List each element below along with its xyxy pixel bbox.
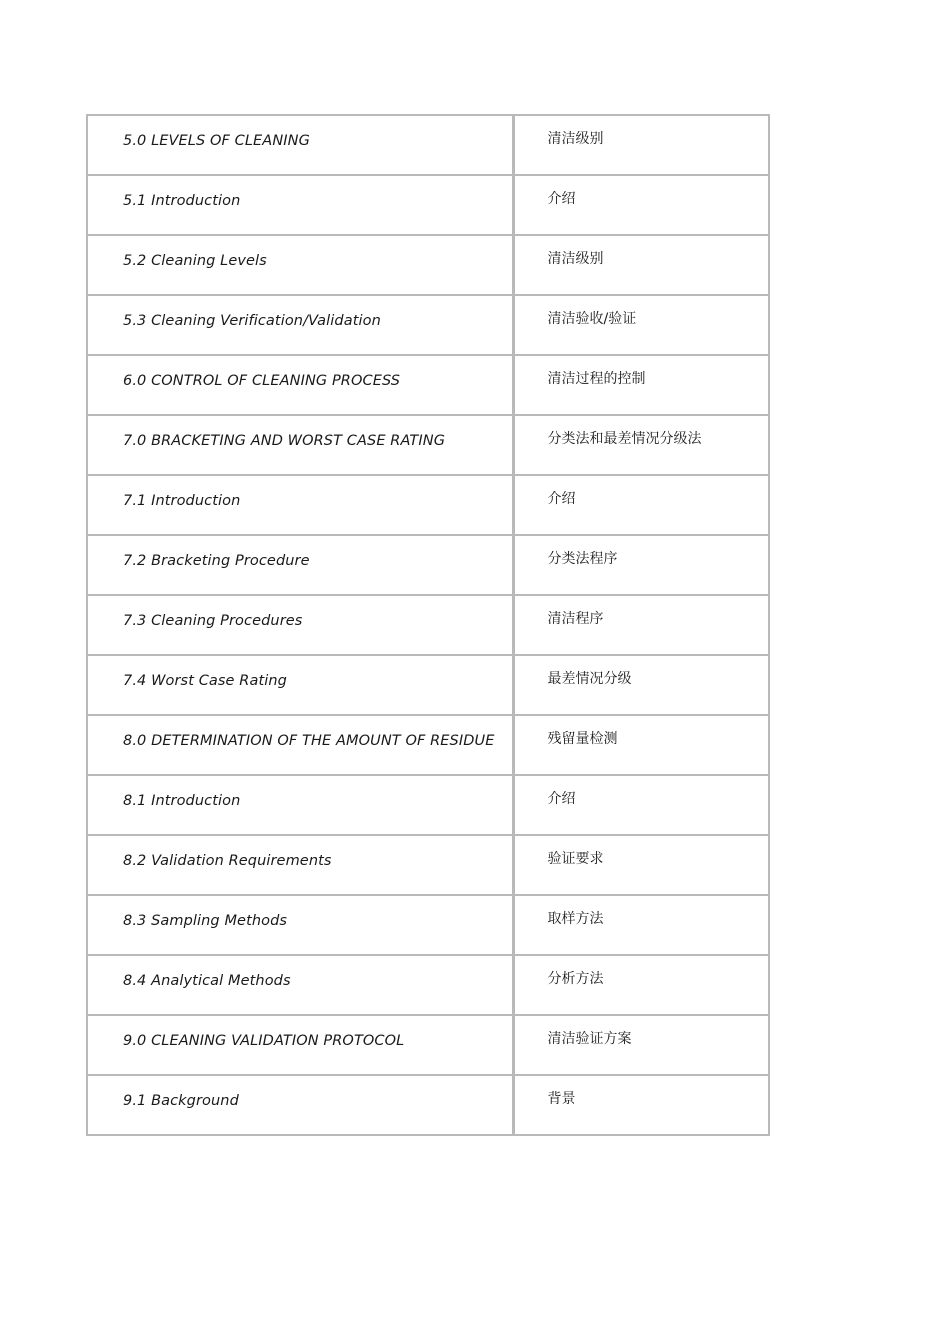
table-row <box>87 355 769 415</box>
toc-cell-english <box>87 1075 513 1135</box>
toc-entry-english: 7.1 Introduction <box>123 493 241 509</box>
toc-entry-chinese: 背景 <box>547 1091 576 1107</box>
toc-entry-english: 8.3 Sampling Methods <box>123 913 288 929</box>
toc-cell-english <box>87 655 513 715</box>
toc-cell-chinese <box>513 775 769 835</box>
toc-cell-chinese <box>513 475 769 535</box>
table-row <box>87 1075 769 1135</box>
toc-entry-chinese: 最差情况分级 <box>547 671 632 687</box>
toc-entry-chinese: 清洁级别 <box>547 131 604 147</box>
toc-cell-english <box>87 475 513 535</box>
toc-entry-english: 5.1 Introduction <box>123 193 241 209</box>
toc-entry-english: 8.0 DETERMINATION OF THE AMOUNT OF RESIDUE <box>123 733 495 749</box>
toc-entry-english: 9.1 Background <box>123 1093 239 1109</box>
toc-cell-chinese <box>513 1015 769 1075</box>
toc-cell-chinese <box>513 835 769 895</box>
toc-cell-chinese <box>513 595 769 655</box>
toc-cell-english <box>87 115 513 175</box>
toc-entry-english: 5.2 Cleaning Levels <box>123 253 267 269</box>
table-row <box>87 475 769 535</box>
toc-cell-english <box>87 295 513 355</box>
toc-cell-english <box>87 175 513 235</box>
toc-entry-chinese: 介绍 <box>547 491 576 507</box>
toc-entry-english: 8.1 Introduction <box>123 793 241 809</box>
table-row <box>87 175 769 235</box>
toc-cell-english <box>87 775 513 835</box>
toc-cell-english <box>87 1015 513 1075</box>
table-row <box>87 895 769 955</box>
table-row <box>87 655 769 715</box>
toc-entry-chinese: 清洁验证方案 <box>547 1031 632 1047</box>
toc-entry-chinese: 清洁程序 <box>547 611 604 627</box>
toc-cell-english <box>87 235 513 295</box>
table-row <box>87 835 769 895</box>
toc-entry-chinese: 清洁过程的控制 <box>547 371 646 387</box>
toc-entry-chinese: 取样方法 <box>547 911 604 927</box>
toc-entry-chinese: 清洁验收/验证 <box>547 311 637 327</box>
toc-cell-chinese <box>513 535 769 595</box>
toc-table <box>86 114 770 1136</box>
toc-cell-english <box>87 835 513 895</box>
table-row <box>87 595 769 655</box>
toc-cell-chinese <box>513 715 769 775</box>
toc-entry-english: 6.0 CONTROL OF CLEANING PROCESS <box>123 373 401 389</box>
toc-cell-english <box>87 895 513 955</box>
toc-cell-chinese <box>513 415 769 475</box>
toc-cell-chinese <box>513 955 769 1015</box>
toc-cell-chinese <box>513 355 769 415</box>
toc-cell-english <box>87 955 513 1015</box>
toc-entry-english: 7.4 Worst Case Rating <box>123 673 287 689</box>
toc-entry-english: 8.2 Validation Requirements <box>123 853 332 869</box>
toc-entry-chinese: 分析方法 <box>547 971 604 987</box>
toc-body <box>87 115 769 1135</box>
table-row <box>87 715 769 775</box>
toc-cell-chinese <box>513 175 769 235</box>
toc-cell-chinese <box>513 895 769 955</box>
toc-cell-english <box>87 535 513 595</box>
table-row <box>87 1015 769 1075</box>
toc-entry-chinese: 残留量检测 <box>547 731 618 747</box>
toc-entry-english: 9.0 CLEANING VALIDATION PROTOCOL <box>123 1033 405 1049</box>
toc-entry-english: 5.0 LEVELS OF CLEANING <box>123 133 310 149</box>
toc-entry-english: 7.3 Cleaning Procedures <box>123 613 303 629</box>
toc-entry-english: 7.2 Bracketing Procedure <box>123 553 310 569</box>
table-row <box>87 775 769 835</box>
table-row <box>87 115 769 175</box>
toc-entry-chinese: 介绍 <box>547 791 576 807</box>
toc-cell-chinese <box>513 655 769 715</box>
table-row <box>87 415 769 475</box>
table-row <box>87 955 769 1015</box>
table-row <box>87 535 769 595</box>
toc-cell-chinese <box>513 235 769 295</box>
toc-cell-english <box>87 355 513 415</box>
toc-entry-english: 7.0 BRACKETING AND WORST CASE RATING <box>123 433 446 449</box>
toc-cell-chinese <box>513 115 769 175</box>
toc-entry-chinese: 分类法和最差情况分级法 <box>547 431 702 447</box>
toc-entry-chinese: 验证要求 <box>547 851 604 867</box>
toc-entry-chinese: 分类法程序 <box>547 551 618 567</box>
table-row <box>87 295 769 355</box>
toc-cell-chinese <box>513 1075 769 1135</box>
table-row <box>87 235 769 295</box>
toc-entry-english: 8.4 Analytical Methods <box>123 973 291 989</box>
toc-entry-chinese: 介绍 <box>547 191 576 207</box>
toc-cell-chinese <box>513 295 769 355</box>
toc-entry-english: 5.3 Cleaning Verification/Validation <box>123 313 381 329</box>
toc-cell-english <box>87 595 513 655</box>
toc-cell-english <box>87 715 513 775</box>
toc-cell-english <box>87 415 513 475</box>
toc-entry-chinese: 清洁级别 <box>547 251 604 267</box>
